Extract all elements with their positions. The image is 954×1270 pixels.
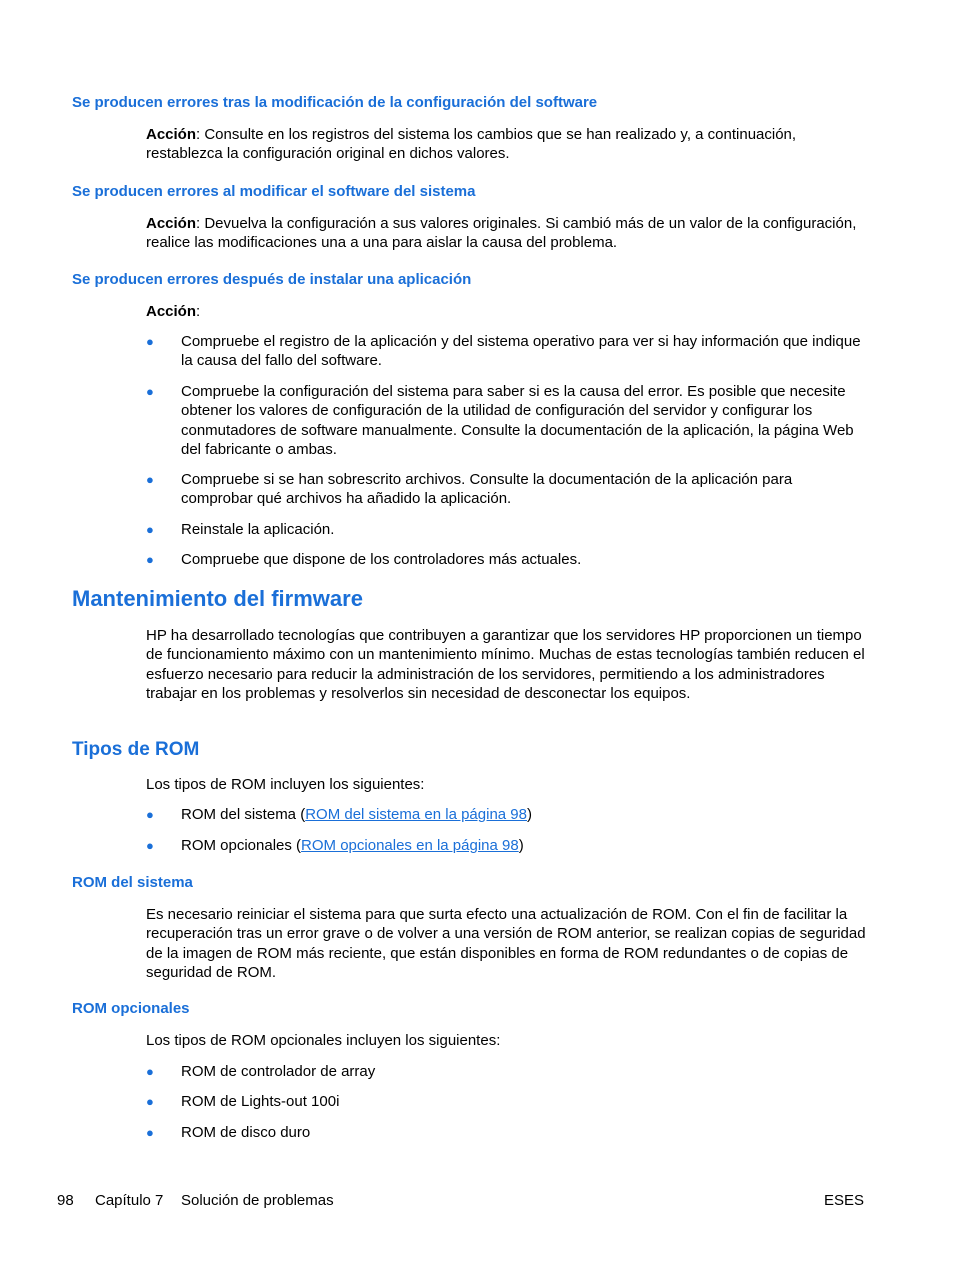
footer-locale: ESES: [824, 1192, 865, 1209]
list-item-text: ROM de disco duro: [181, 1124, 311, 1141]
list-item-text: Compruebe si se han sobrescrito archivos. Consulte la documentación de la aplicación para comprobar qué archivos ha añadido la aplicación.: [181, 471, 793, 508]
bullet-icon: ●: [146, 1125, 154, 1140]
footer-chapter: Capítulo 7: [95, 1192, 164, 1209]
rom-system-link[interactable]: ROM del sistema en la página 98: [305, 806, 527, 823]
list-item-text: ROM de controlador de array: [181, 1063, 376, 1080]
action-paragraph-1: [146, 125, 866, 164]
action-label: Acción: [146, 126, 197, 143]
action-colon: :: [196, 303, 201, 320]
section-heading-rom-system: ROM del sistema: [72, 874, 193, 891]
action-text: : Devuelva la configuración a sus valores originales. Si cambió más de un valor de la configuración, realice las modificaciones una a una para aislar la causa del problema.: [146, 215, 857, 252]
bullet-icon: ●: [146, 1094, 154, 1109]
bullet-icon: ●: [146, 334, 154, 349]
section-heading-app-install-errors: Se producen errores después de instalar una aplicación: [72, 271, 472, 288]
bullet-icon: ●: [146, 1064, 154, 1079]
list-item-text: [181, 836, 866, 855]
list-item-text: Compruebe el registro de la aplicación y del sistema operativo para ver si hay información que indique la causa del fallo del software.: [181, 333, 861, 370]
action-paragraph-2: [146, 214, 866, 253]
item-prefix: ROM del sistema (: [181, 806, 306, 823]
bullet-icon: ●: [146, 522, 154, 537]
page-title-firmware-maintenance: Mantenimiento del firmware: [72, 586, 363, 611]
rom-optional-intro: Los tipos de ROM opcionales incluyen los siguientes:: [146, 1032, 501, 1049]
action-paragraph-3: [146, 302, 866, 321]
item-suffix: ): [518, 837, 524, 854]
rom-system-paragraph: Es necesario reiniciar el sistema para que surta efecto una actualización de ROM. Con el fin de facilitar la recuperación tras un error grave o de volver a una versión de ROM anterior, se realizan copias de seguridad de la imagen de ROM más reciente, que están disponibles en forma de ROM redundantes o de copias de seguridad de ROM.: [146, 906, 866, 982]
item-prefix: ROM opcionales (: [181, 837, 302, 854]
bullet-icon: ●: [146, 838, 154, 853]
list-item-text: [181, 805, 866, 824]
section-heading-rom-optional: ROM opcionales: [72, 1000, 190, 1017]
section-heading-rom-types: Tipos de ROM: [72, 739, 200, 760]
section-heading-system-software-errors: Se producen errores al modificar el software del sistema: [72, 183, 476, 200]
bullet-icon: ●: [146, 552, 154, 567]
bullet-icon: ●: [146, 472, 154, 487]
firmware-paragraph: HP ha desarrollado tecnologías que contribuyen a garantizar que los servidores HP proporcionen un tiempo de funcionamiento máximo con un mantenimiento mínimo. Muchas de estas tecnologías también reducen el esfuerzo necesario para reducir la administración de los servidores, permitiendo a los administradores trabajar en los problemas y resolverlos sin necesidad de desconectar los equipos.: [146, 627, 865, 703]
bullet-icon: ●: [146, 807, 154, 822]
rom-optional-link[interactable]: ROM opcionales en la página 98: [301, 837, 519, 854]
bullet-icon: ●: [146, 384, 154, 399]
list-item-text: ROM de Lights-out 100i: [181, 1093, 340, 1110]
list-item-text: Compruebe la configuración del sistema para saber si es la causa del error. Es posible que necesite obtener los valores de configuración de la utilidad de configuración del servidor y configurar los conmutadores de software manualmente. Consulte la documentación de la aplicación, la página Web del fabricante o ambas.: [181, 383, 854, 459]
section-heading-config-errors: Se producen errores tras la modificación de la configuración del software: [72, 94, 598, 111]
action-text: : Consulte en los registros del sistema los cambios que se han realizado y, a continuación, restablezca la configuración original en dichos valores.: [146, 126, 797, 163]
rom-types-intro: Los tipos de ROM incluyen los siguientes:: [146, 776, 425, 793]
footer-chapter-title: Solución de problemas: [181, 1192, 334, 1209]
item-suffix: ): [527, 806, 532, 823]
footer-page-number: 98: [57, 1192, 74, 1209]
list-item-text: Reinstale la aplicación.: [181, 521, 335, 538]
action-label: Acción: [146, 303, 197, 320]
list-item-text: Compruebe que dispone de los controladores más actuales.: [181, 551, 582, 568]
action-label: Acción: [146, 215, 197, 232]
